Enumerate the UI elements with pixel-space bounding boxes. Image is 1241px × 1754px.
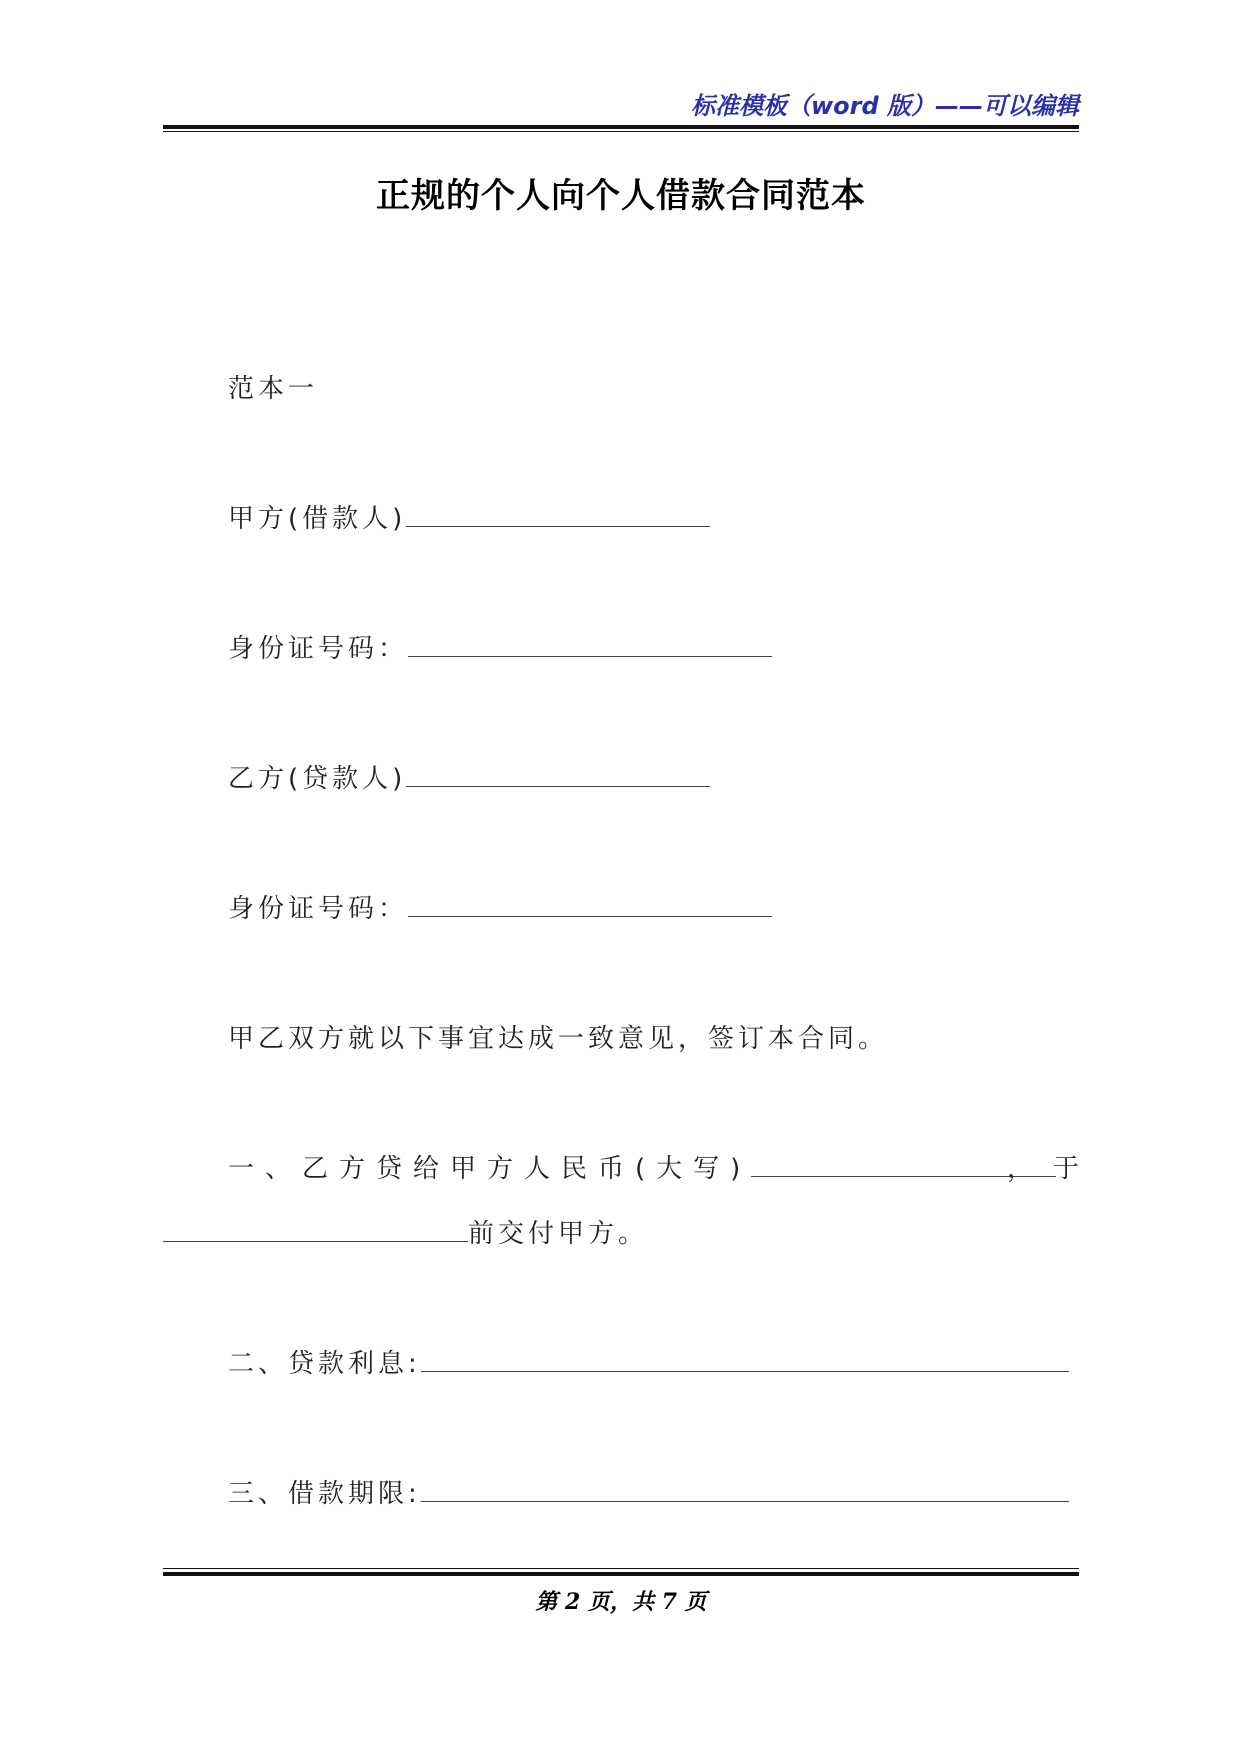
interest-blank (421, 1345, 1069, 1372)
header-rule-thick (163, 125, 1079, 129)
borrower-id-blank (408, 630, 772, 657)
paragraph-clause-3 (228, 1473, 1069, 1510)
paragraph-text: 甲乙双方就以下事宜达成一致意见，签订本合同。 (228, 1024, 889, 1054)
lender-name-blank (406, 760, 710, 787)
paragraph-text: 二、贷款利息: (228, 1349, 421, 1379)
paragraph-text: ，于 (1006, 1154, 1099, 1184)
borrower-name-blank (406, 500, 710, 527)
lender-id-blank (408, 890, 772, 917)
paragraph-text: 范本一 (228, 374, 319, 404)
paragraph-lender-id (228, 888, 772, 925)
header-rule-thin (163, 131, 1079, 132)
paragraph-clause-2 (228, 1343, 1069, 1380)
paragraph-text: 甲方(借款人) (228, 504, 407, 534)
page-number: 第 2 页，共 7 页 (535, 1589, 707, 1615)
paragraph-template-label (228, 368, 318, 405)
paragraph-text: 一、乙方贷给甲方人民币(大写) (228, 1154, 752, 1184)
paragraph-borrower-id (228, 628, 772, 665)
paragraph-text: 身份证号码： (228, 634, 409, 664)
paragraph-borrower (228, 498, 710, 535)
document-header: 标准模板（word 版）——可以编辑 (690, 92, 1079, 120)
document-title: 正规的个人向个人借款合同范本 (376, 176, 866, 216)
paragraph-agreement (228, 1018, 888, 1055)
delivery-date-blank (163, 1215, 468, 1242)
footer-rule-thick (163, 1572, 1079, 1576)
paragraph-text: 乙方(贷款人) (228, 764, 407, 794)
term-blank (421, 1475, 1069, 1502)
paragraph-clause-1 (228, 1148, 1099, 1185)
paragraph-text: 前交付甲方。 (468, 1219, 649, 1249)
paragraph-clause-1-cont (163, 1213, 648, 1250)
paragraph-text: 身份证号码： (228, 894, 409, 924)
paragraph-text: 三、借款期限: (228, 1479, 421, 1509)
paragraph-lender (228, 758, 710, 795)
footer-rule-thin (163, 1568, 1079, 1569)
